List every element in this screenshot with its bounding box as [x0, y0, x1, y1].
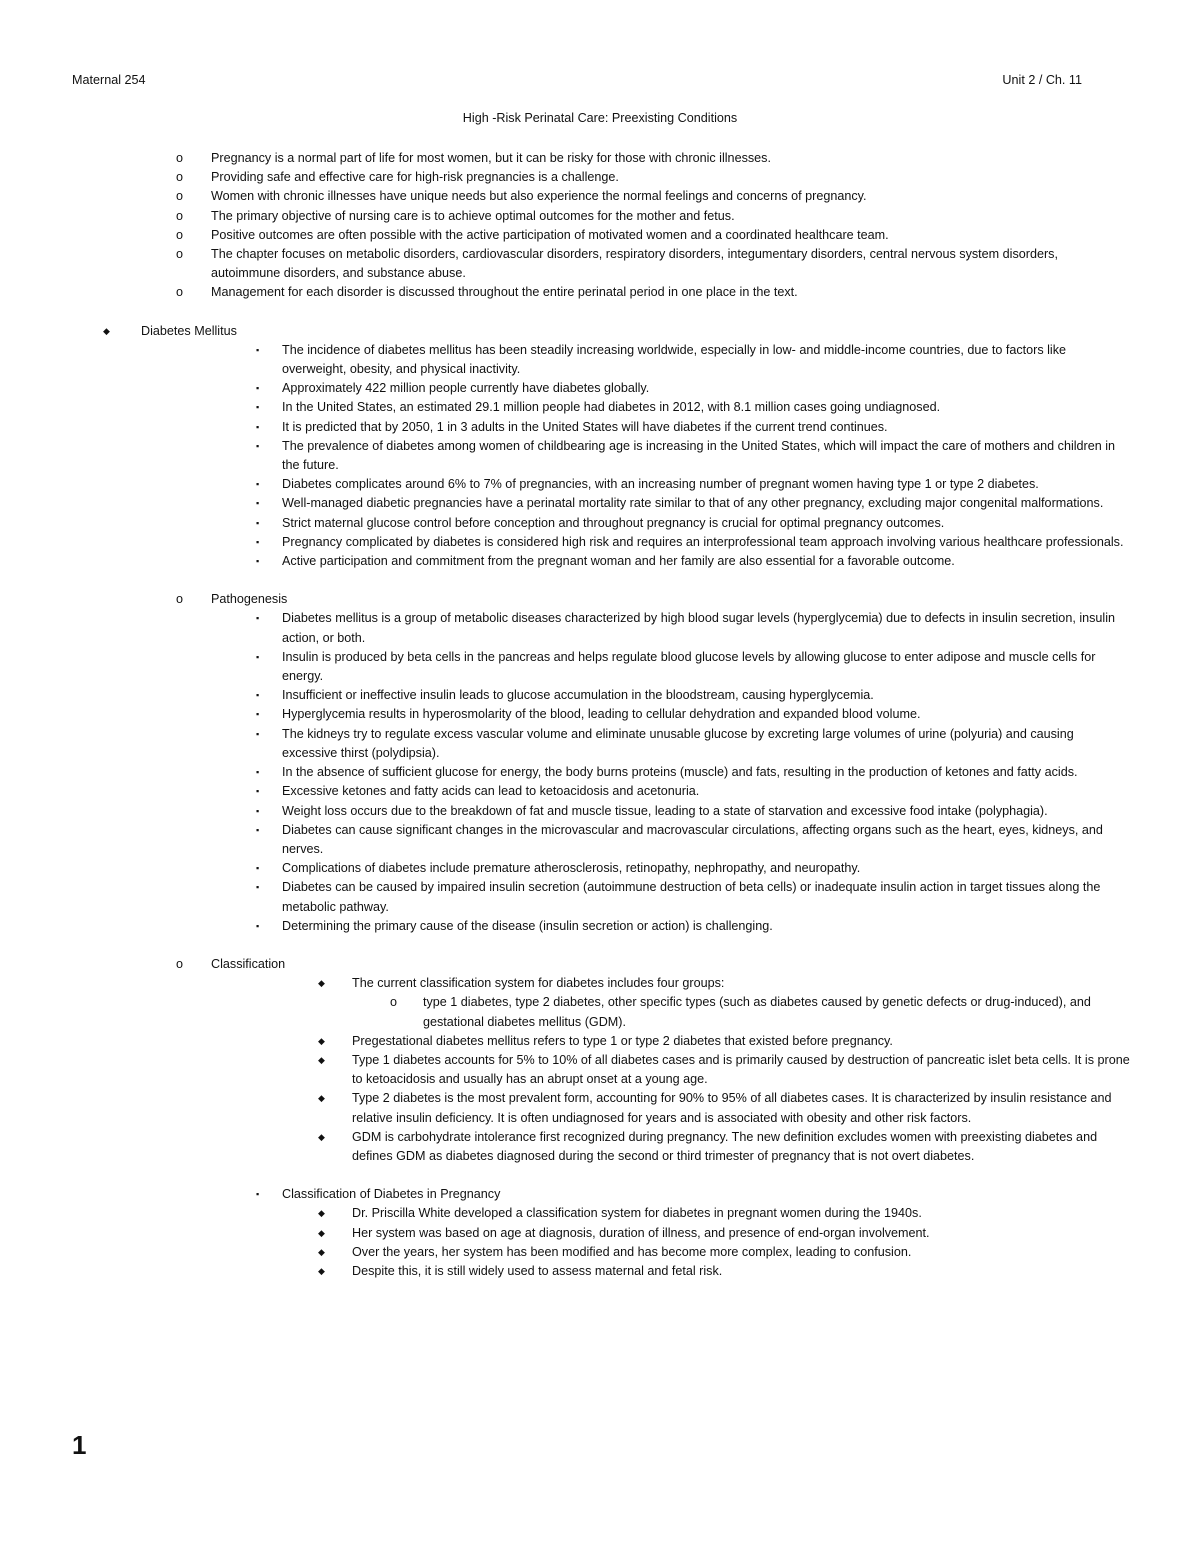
square-bullet-icon: ▪: [256, 824, 260, 835]
list-item: ▪ Hyperglycemia results in hyperosmolarity of the blood, leading to cellular dehydration and expanded blood volume.: [0, 705, 1132, 724]
square-bullet-icon: ▪: [256, 1189, 260, 1200]
intro-item: o Positive outcomes are often possible with the active participation of motivated women and a coordinated healthcare team.: [0, 226, 1111, 245]
list-item: ◆ Her system was based on age at diagnosis, duration of illness, and presence of end-organ involvement.: [0, 1224, 1134, 1243]
circle-bullet-icon: o: [390, 995, 398, 1010]
page-title: High -Risk Perinatal Care: Preexisting Conditions: [462, 111, 738, 125]
square-bullet-icon: ▪: [256, 479, 260, 490]
square-bullet-icon: ▪: [256, 767, 260, 778]
list-item: ▪ The prevalence of diabetes among women of childbearing age is increasing in the United States, which will impact the care of mothers and children in the future.: [256, 438, 1116, 473]
square-bullet-icon: ▪: [256, 920, 260, 931]
circle-bullet-icon: o: [176, 151, 184, 165]
intro-item: o The primary objective of nursing care is to achieve optimal outcomes for the mother and fetus.: [0, 207, 1111, 226]
diamond-bullet-icon: ◆: [318, 1131, 325, 1142]
diamond-bullet-icon: ◆: [318, 1208, 325, 1219]
square-bullet-icon: ▪: [256, 383, 260, 394]
list-item: ▪ In the absence of sufficient glucose for energy, the body burns proteins (muscle) and fats, resulting in the production of ketones and fatty acids.: [0, 763, 1132, 782]
circle-bullet-icon: o: [176, 247, 184, 262]
list-item: ▪ In the United States, an estimated 29.1 million people had diabetes in 2012, with 8.1 million cases going undiagnosed.: [0, 398, 1132, 417]
square-bullet-icon: ▪: [256, 786, 260, 797]
list-item: ▪ Approximately 422 million people currently have diabetes globally.: [0, 379, 1132, 398]
intro-item: o Women with chronic illnesses have unique needs but also experience the normal feelings and concerns of pregnancy.: [0, 187, 1111, 206]
square-bullet-icon: ▪: [256, 728, 260, 739]
list-item: ◆ Type 2 diabetes is the most prevalent form, accounting for 90% to 95% of all diabetes cases. It is characterized by insulin resistance and relative insulin deficiency. It is often undiagnosed for years and is associated with obesity and other risk factors.: [318, 1091, 1112, 1125]
list-item: ▪ Diabetes can be caused by impaired insulin secretion (autoimmune destruction of beta cells) or inadequate insulin action in target tissues along the metabolic pathway.: [256, 880, 1101, 914]
square-bullet-icon: ▪: [256, 421, 260, 432]
square-bullet-icon: ▪: [256, 882, 260, 893]
square-bullet-icon: ▪: [256, 690, 260, 701]
list-item: ▪ Well-managed diabetic pregnancies have a perinatal mortality rate similar to that of any other pregnancy, excluding major congenital malformations.: [0, 494, 1132, 513]
intro-list: [0, 149, 1200, 303]
list-item: ▪ It is predicted that by 2050, 1 in 3 adults in the United States will have diabetes if the current trend continues.: [0, 418, 1132, 437]
list-item: ◆ Over the years, her system has been modified and has become more complex, leading to confusion.: [0, 1243, 1134, 1262]
list-item: ▪ Diabetes can cause significant changes in the microvascular and macrovascular circulations, affecting organs such as the heart, eyes, kidneys, and nerves.: [256, 822, 1103, 856]
diamond-bullet-icon: ◆: [318, 1054, 325, 1065]
header-right: Unit 2 / Ch. 11: [1002, 73, 1082, 87]
intro-item: o The chapter focuses on metabolic disorders, cardiovascular disorders, respiratory disorders, integumentary disorders, central nervous system disorders, autoimmune disorders, and substance abuse.: [176, 247, 1058, 281]
circle-bullet-icon: o: [176, 592, 184, 607]
list-item: ▪ Insulin is produced by beta cells in the pancreas and helps regulate blood glucose levels by allowing glucose to enter adipose and muscle cells for energy.: [256, 649, 1096, 684]
list-item: ▪ Active participation and commitment from the pregnant woman and her family are also essential for a favorable outcome.: [0, 552, 1132, 571]
square-bullet-icon: ▪: [256, 709, 260, 720]
circle-bullet-icon: o: [176, 170, 184, 185]
list-item: ◆ Type 1 diabetes accounts for 5% to 10% of all diabetes cases and is primarily caused by destruction of pancreatic islet beta cells. It is prone to ketoacidosis and usually has an abrupt onset at a young age.: [318, 1052, 1130, 1087]
list-item: ◆ GDM is carbohydrate intolerance first recognized during pregnancy. The new definition excludes women with preexisting diabetes and defines GDM as diabetes diagnosed during the second or third trimester of pregnancy that is not overt diabetes.: [318, 1129, 1098, 1163]
square-bullet-icon: ▪: [256, 536, 260, 547]
header-left: Maternal 254: [72, 73, 146, 87]
circle-bullet-icon: o: [176, 227, 184, 242]
intro-item: o Providing safe and effective care for high-risk pregnancies is a challenge.: [0, 168, 1111, 187]
list-item: ◆ The current classification system for diabetes includes four groups:: [0, 974, 1134, 993]
list-item: ◆ Pregestational diabetes mellitus refers to type 1 or type 2 diabetes that existed before pregnancy.: [0, 1032, 1134, 1051]
pathogenesis-list: [0, 609, 1200, 935]
section-heading-pregnancy-classification: ▪ Classification of Diabetes in Pregnancy: [0, 1185, 1132, 1204]
square-bullet-icon: ▪: [256, 498, 260, 509]
square-bullet-icon: ▪: [256, 556, 260, 567]
section-heading-pathogenesis: o Pathogenesis: [0, 590, 1111, 609]
list-item: ◆ Dr. Priscilla White developed a classification system for diabetes in pregnant women during the 1940s.: [0, 1204, 1134, 1223]
section-heading-classification: o Classification: [0, 955, 1111, 974]
intro-item: o Management for each disorder is discussed throughout the entire perinatal period in one place in the text.: [0, 283, 1111, 302]
document-body: [0, 149, 1200, 1281]
diamond-bullet-icon: ◆: [318, 1246, 325, 1257]
list-item: ▪ Excessive ketones and fatty acids can lead to ketoacidosis and acetonuria.: [0, 782, 1132, 801]
list-subitem: o type 1 diabetes, type 2 diabetes, other specific types (such as diabetes caused by genetic defects or drug-induced), and gestational diabetes mellitus (GDM).: [390, 995, 1091, 1029]
list-item: ▪ The incidence of diabetes mellitus has been steadily increasing worldwide, especially in low- and middle-income countries, due to factors like overweight, obesity, and physical inactivity.: [256, 342, 1067, 377]
diamond-bullet-icon: ◆: [318, 978, 325, 989]
spacer: [0, 571, 1200, 590]
spacer: [0, 303, 1200, 322]
spacer: [0, 936, 1200, 955]
circle-bullet-icon: o: [176, 208, 184, 223]
list-item: ▪ Strict maternal glucose control before conception and throughout pregnancy is crucial for optimal pregnancy outcomes.: [0, 514, 1132, 533]
pregnancy-classification-list: [0, 1204, 1200, 1281]
page-number: 1: [72, 1430, 87, 1460]
diamond-bullet-icon: ◆: [318, 1093, 325, 1104]
square-bullet-icon: ▪: [256, 344, 260, 355]
list-item: ▪ Determining the primary cause of the disease (insulin secretion or action) is challenging.: [0, 917, 1132, 936]
list-item: ▪ The kidneys try to regulate excess vascular volume and eliminate unusable glucose by excreting large volumes of urine (polyuria) and causing excessive thirst (polydipsia).: [256, 726, 1074, 760]
diamond-bullet-icon: ◆: [103, 325, 110, 336]
list-item: ▪ Weight loss occurs due to the breakdown of fat and muscle tissue, leading to a state of starvation and excessive food intake (polyphagia).: [0, 802, 1132, 821]
circle-bullet-icon: o: [176, 189, 184, 204]
diamond-bullet-icon: ◆: [318, 1035, 325, 1046]
list-item: ◆ Despite this, it is still widely used to assess maternal and fetal risk.: [0, 1262, 1134, 1281]
square-bullet-icon: ▪: [256, 863, 260, 874]
classification-list: [0, 974, 1200, 1166]
square-bullet-icon: ▪: [256, 651, 260, 662]
list-item: ▪ Pregnancy complicated by diabetes is considered high risk and requires an interprofessional team approach involving various healthcare professionals.: [0, 533, 1132, 552]
square-bullet-icon: ▪: [256, 402, 260, 413]
diamond-bullet-icon: ◆: [318, 1227, 325, 1238]
circle-bullet-icon: o: [176, 956, 184, 971]
square-bullet-icon: ▪: [256, 613, 260, 624]
spacer: [0, 1166, 1200, 1185]
list-item: ▪ Insufficient or ineffective insulin leads to glucose accumulation in the bloodstream, causing hyperglycemia.: [0, 686, 1132, 705]
square-bullet-icon: ▪: [256, 805, 260, 816]
intro-item: o Pregnancy is a normal part of life for most women, but it can be risky for those with chronic illnesses.: [0, 149, 1111, 168]
section-heading-diabetes: ◆ Diabetes Mellitus: [0, 322, 1041, 341]
square-bullet-icon: ▪: [256, 517, 260, 528]
list-item: ▪ Diabetes complicates around 6% to 7% of pregnancies, with an increasing number of pregnant women having type 1 or type 2 diabetes.: [0, 475, 1132, 494]
circle-bullet-icon: o: [176, 285, 184, 300]
diabetes-list: [0, 341, 1200, 571]
square-bullet-icon: ▪: [256, 440, 260, 451]
list-item: ▪ Diabetes mellitus is a group of metabolic diseases characterized by high blood sugar levels (hyperglycemia) due to defects in insulin secretion, insulin action, or both.: [256, 611, 1116, 645]
diamond-bullet-icon: ◆: [318, 1265, 325, 1276]
list-item: ▪ Complications of diabetes include premature atherosclerosis, retinopathy, nephropathy, and neuropathy.: [0, 859, 1132, 878]
